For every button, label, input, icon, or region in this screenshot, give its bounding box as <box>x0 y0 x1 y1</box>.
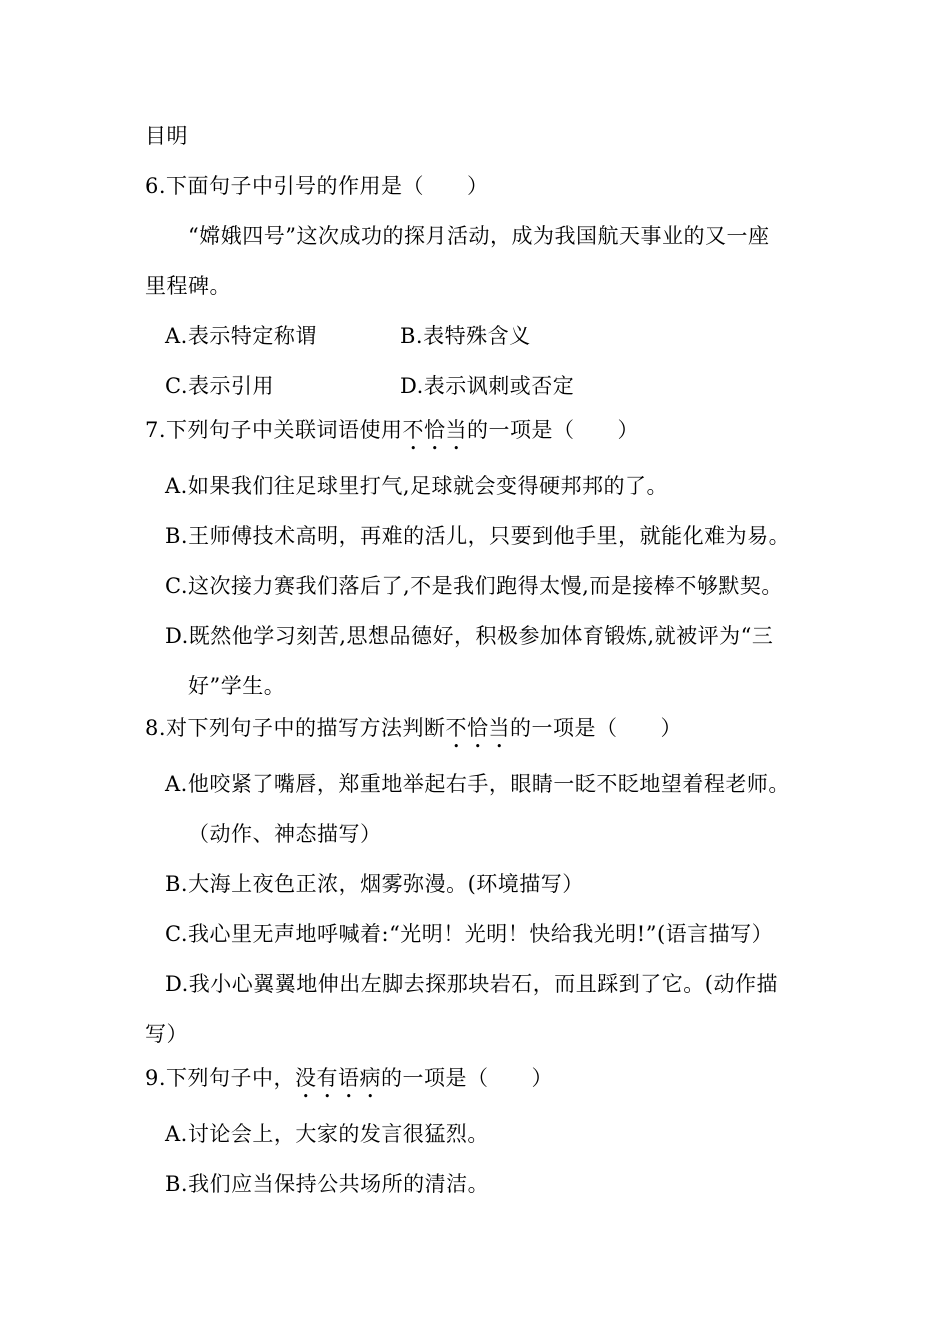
question-7-option-d-line-2: 好”学生。 <box>188 674 286 698</box>
question-8-emphasis: 不恰当 <box>445 716 511 740</box>
continued-text: 目明 <box>145 124 188 148</box>
question-6-option-c: C.表示引用 <box>165 374 274 398</box>
question-9-option-a: A.讨论会上，大家的发言很猛烈。 <box>165 1122 489 1146</box>
question-7-option-b: B.王师傅技术高明，再难的活儿，只要到他手里，就能化难为易。 <box>165 524 791 548</box>
question-8-option-a-line-2: （动作、神态描写） <box>188 822 382 846</box>
question-8-option-d-line-1: D.我小心翼翼地伸出左脚去探那块岩石，而且踩到了它。(动作描 <box>165 972 778 996</box>
question-6-option-d: D.表示讽刺或否定 <box>400 374 575 398</box>
question-6-stem: 6.下面句子中引号的作用是（ ） <box>145 174 489 198</box>
question-7-stem-pre: 7.下列句子中关联词语使用 <box>145 418 403 442</box>
question-6-option-b: B.表特殊含义 <box>400 324 531 348</box>
question-9-stem-pre: 9.下列句子中， <box>145 1066 296 1090</box>
question-7-option-d-line-1: D.既然他学习刻苦,思想品德好，积极参加体育锻炼,就被评为“三 <box>165 624 774 648</box>
question-7-stem <box>145 416 639 455</box>
question-8-option-c: C.我心里无声地呼喊着:“光明！光明！快给我光明!”(语言描写） <box>165 922 774 946</box>
question-7-emphasis: 不恰当 <box>402 418 468 442</box>
question-9-emphasis: 没有语病 <box>295 1066 382 1090</box>
question-7-option-a: A.如果我们往足球里打气,足球就会变得硬邦邦的了。 <box>165 474 669 498</box>
question-8-stem <box>145 714 682 753</box>
question-6-quote-line-2: 里程碑。 <box>145 274 231 298</box>
question-8-option-b: B.大海上夜色正浓，烟雾弥漫。(环境描写） <box>165 872 584 896</box>
question-8-stem-pre: 8.对下列句子中的描写方法判断 <box>145 716 446 740</box>
question-6-quote-line-1: “嫦娥四号”这次成功的探月活动，成为我国航天事业的又一座 <box>188 224 770 248</box>
question-8-stem-post: 的一项是（ ） <box>510 716 683 740</box>
question-8-option-a-line-1: A.他咬紧了嘴唇，郑重地举起右手，眼睛一眨不眨地望着程老师。 <box>165 772 790 796</box>
question-6-option-a: A.表示特定称谓 <box>165 324 317 348</box>
question-9-stem <box>145 1064 553 1103</box>
question-8-option-d-line-2: 写） <box>145 1022 188 1046</box>
question-7-stem-post: 的一项是（ ） <box>467 418 640 442</box>
question-7-option-c: C.这次接力赛我们落后了,不是我们跑得太慢,而是接棒不够默契。 <box>165 574 783 598</box>
question-9-option-b: B.我们应当保持公共场所的清洁。 <box>165 1172 490 1196</box>
question-9-stem-post: 的一项是（ ） <box>381 1066 554 1090</box>
